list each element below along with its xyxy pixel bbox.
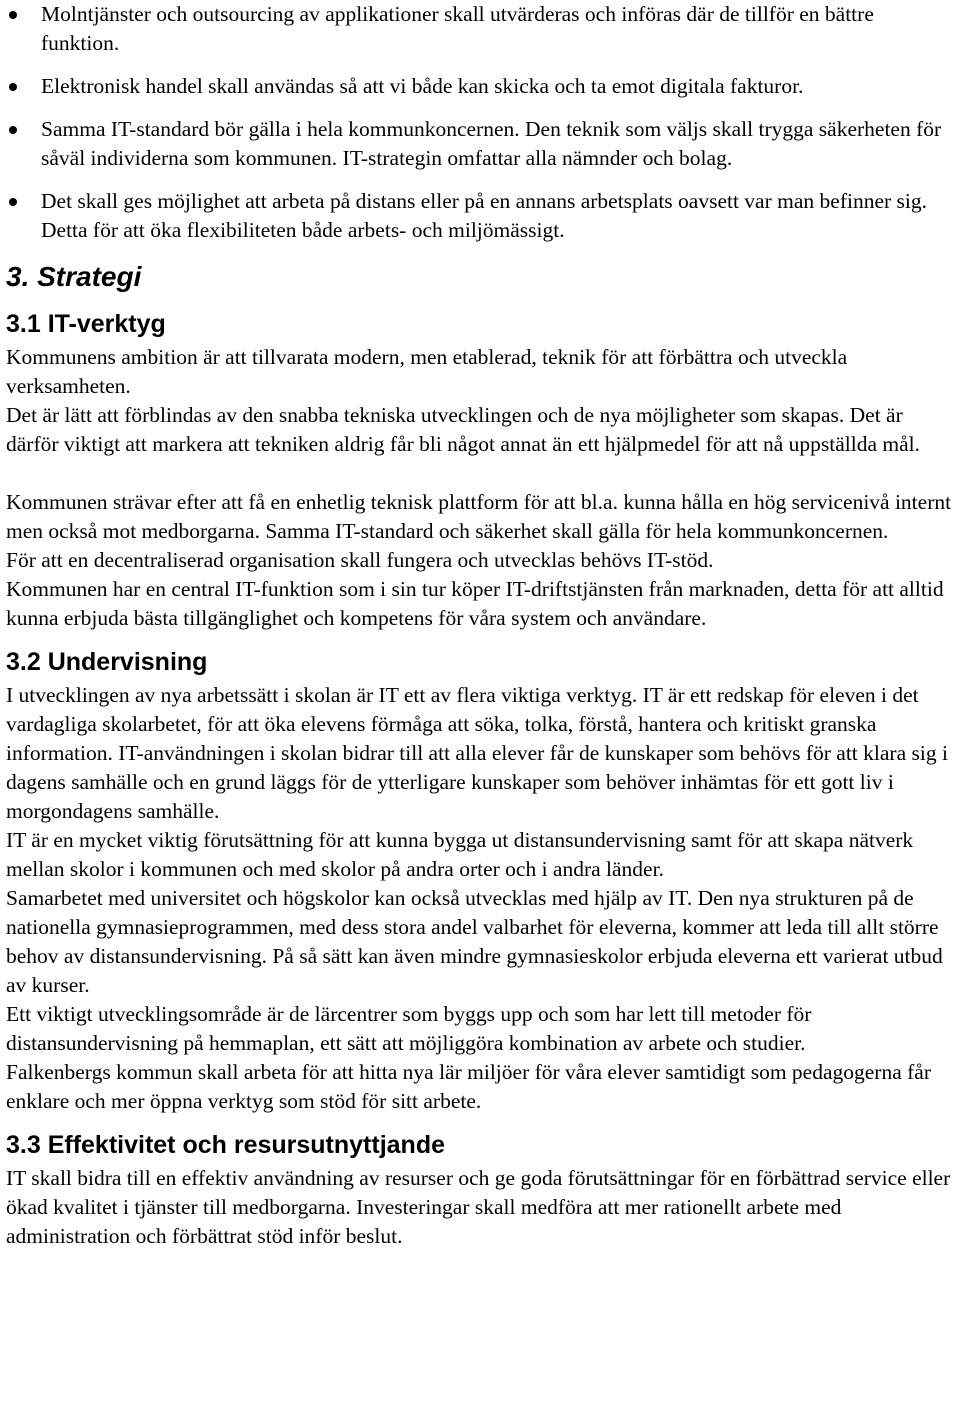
bullet-icon — [9, 126, 17, 134]
list-item-text: Det skall ges möjlighet att arbeta på distans eller på en annans arbetsplats oavsett var man befinner sig. Detta för att öka flexibiliteten både arbets- och miljömässigt. — [41, 189, 927, 242]
list-item-text: Elektronisk handel skall användas så att vi både kan skicka och ta emot digitala fakturor. — [41, 74, 804, 98]
bullet-icon — [9, 11, 17, 19]
paragraph: I utvecklingen av nya arbetssätt i skolan är IT ett av flera viktiga verktyg. IT är ett redskap för eleven i det vardagliga skolarbetet, för att öka elevens förmåga att söka, tolka, förstå, hantera och kritiskt granska information. IT-användningen i skolan bidrar till att alla elever får de kunskaper som behövs för att klara sig i dagens samhälle och en grund läggs för de ytterligare kunskaper som behöver inhämtas för ett gott liv i morgondagens samhälle. — [6, 683, 948, 823]
bullet-icon — [9, 198, 17, 206]
paragraph: Kommunens ambition är att tillvarata modern, men etablerad, teknik för att förbättra och utveckla verksamheten. — [6, 345, 848, 398]
list-item — [6, 115, 954, 173]
document-page — [6, 0, 954, 1251]
chapter-heading: 3. Strategi — [6, 261, 142, 292]
list-item-text: Samma IT-standard bör gälla i hela kommunkoncernen. Den teknik som väljs skall trygga säkerheten för såväl individerna som kommunen. IT-strategin omfattar alla nämnder och bolag. — [41, 117, 942, 170]
section-heading: 3.2 Undervisning — [6, 648, 208, 676]
list-item — [6, 0, 954, 58]
paragraph: Falkenbergs kommun skall arbeta för att hitta nya lär miljöer för våra elever samtidigt som pedagogerna får enklare och mer öppna verktyg som stöd för sitt arbete. — [6, 1060, 931, 1113]
section-effektivitet — [6, 1129, 954, 1251]
paragraph: Det är lätt att förblindas av den snabba tekniska utvecklingen och de nya möjligheter som skapas. Det är därför viktigt att markera att tekniken aldrig får bli något annat än ett hjälpmedel för att nå uppställda mål. — [6, 403, 921, 456]
bullet-list — [6, 0, 954, 245]
paragraph: Kommunen strävar efter att få en enhetlig teknisk plattform för att bl.a. kunna hålla en hög servicenivå internt men också mot medborgarna. Samma IT-standard och säkerhet skall gälla för hela kommunkoncernen. — [6, 490, 952, 543]
bullet-icon — [9, 83, 17, 91]
list-item-text: Molntjänster och outsourcing av applikationer skall utvärderas och införas där de tillför en bättre funktion. — [41, 2, 874, 55]
section-heading: 3.1 IT-verktyg — [6, 310, 166, 338]
paragraph: Ett viktigt utvecklingsområde är de lärcentrer som byggs upp och som har lett till metoder för distansundervisning på hemmaplan, ett sätt att möjliggöra kombination av arbete och studier. — [6, 1002, 812, 1055]
paragraph: Samarbetet med universitet och högskolor kan också utvecklas med hjälp av IT. Den nya strukturen på de nationella gymnasieprogrammen, med dess stora andel valbarhet för eleverna, kommer att leda till allt större behov av distansundervisning. På så sätt kan även mindre gymnasieskolor erbjuda eleverna ett varierat utbud av kurser. — [6, 886, 943, 997]
section-it-verktyg — [6, 308, 954, 633]
paragraph: För att en decentraliserad organisation skall fungera och utvecklas behövs IT-stöd. — [6, 548, 714, 572]
paragraph: IT är en mycket viktig förutsättning för att kunna bygga ut distansundervisning samt för att skapa nätverk mellan skolor i kommunen och med skolor på andra orter och i andra länder. — [6, 828, 914, 881]
paragraph: IT skall bidra till en effektiv användning av resurser och ge goda förutsättningar för en förbättrad service eller ökad kvalitet i tjänster till medborgarna. Investeringar skall medföra att mer rationellt arbete med administration och förbättrat stöd inför beslut. — [6, 1166, 951, 1248]
section-heading: 3.3 Effektivitet och resursutnyttjande — [6, 1131, 446, 1159]
section-undervisning — [6, 646, 954, 1116]
list-item — [6, 187, 954, 245]
paragraph: Kommunen har en central IT-funktion som i sin tur köper IT-driftstjänsten från marknaden, detta för att alltid kunna erbjuda bästa tillgänglighet och kompetens för våra system och användare. — [6, 577, 944, 630]
list-item — [6, 72, 954, 101]
paragraph-spacer — [6, 459, 954, 488]
